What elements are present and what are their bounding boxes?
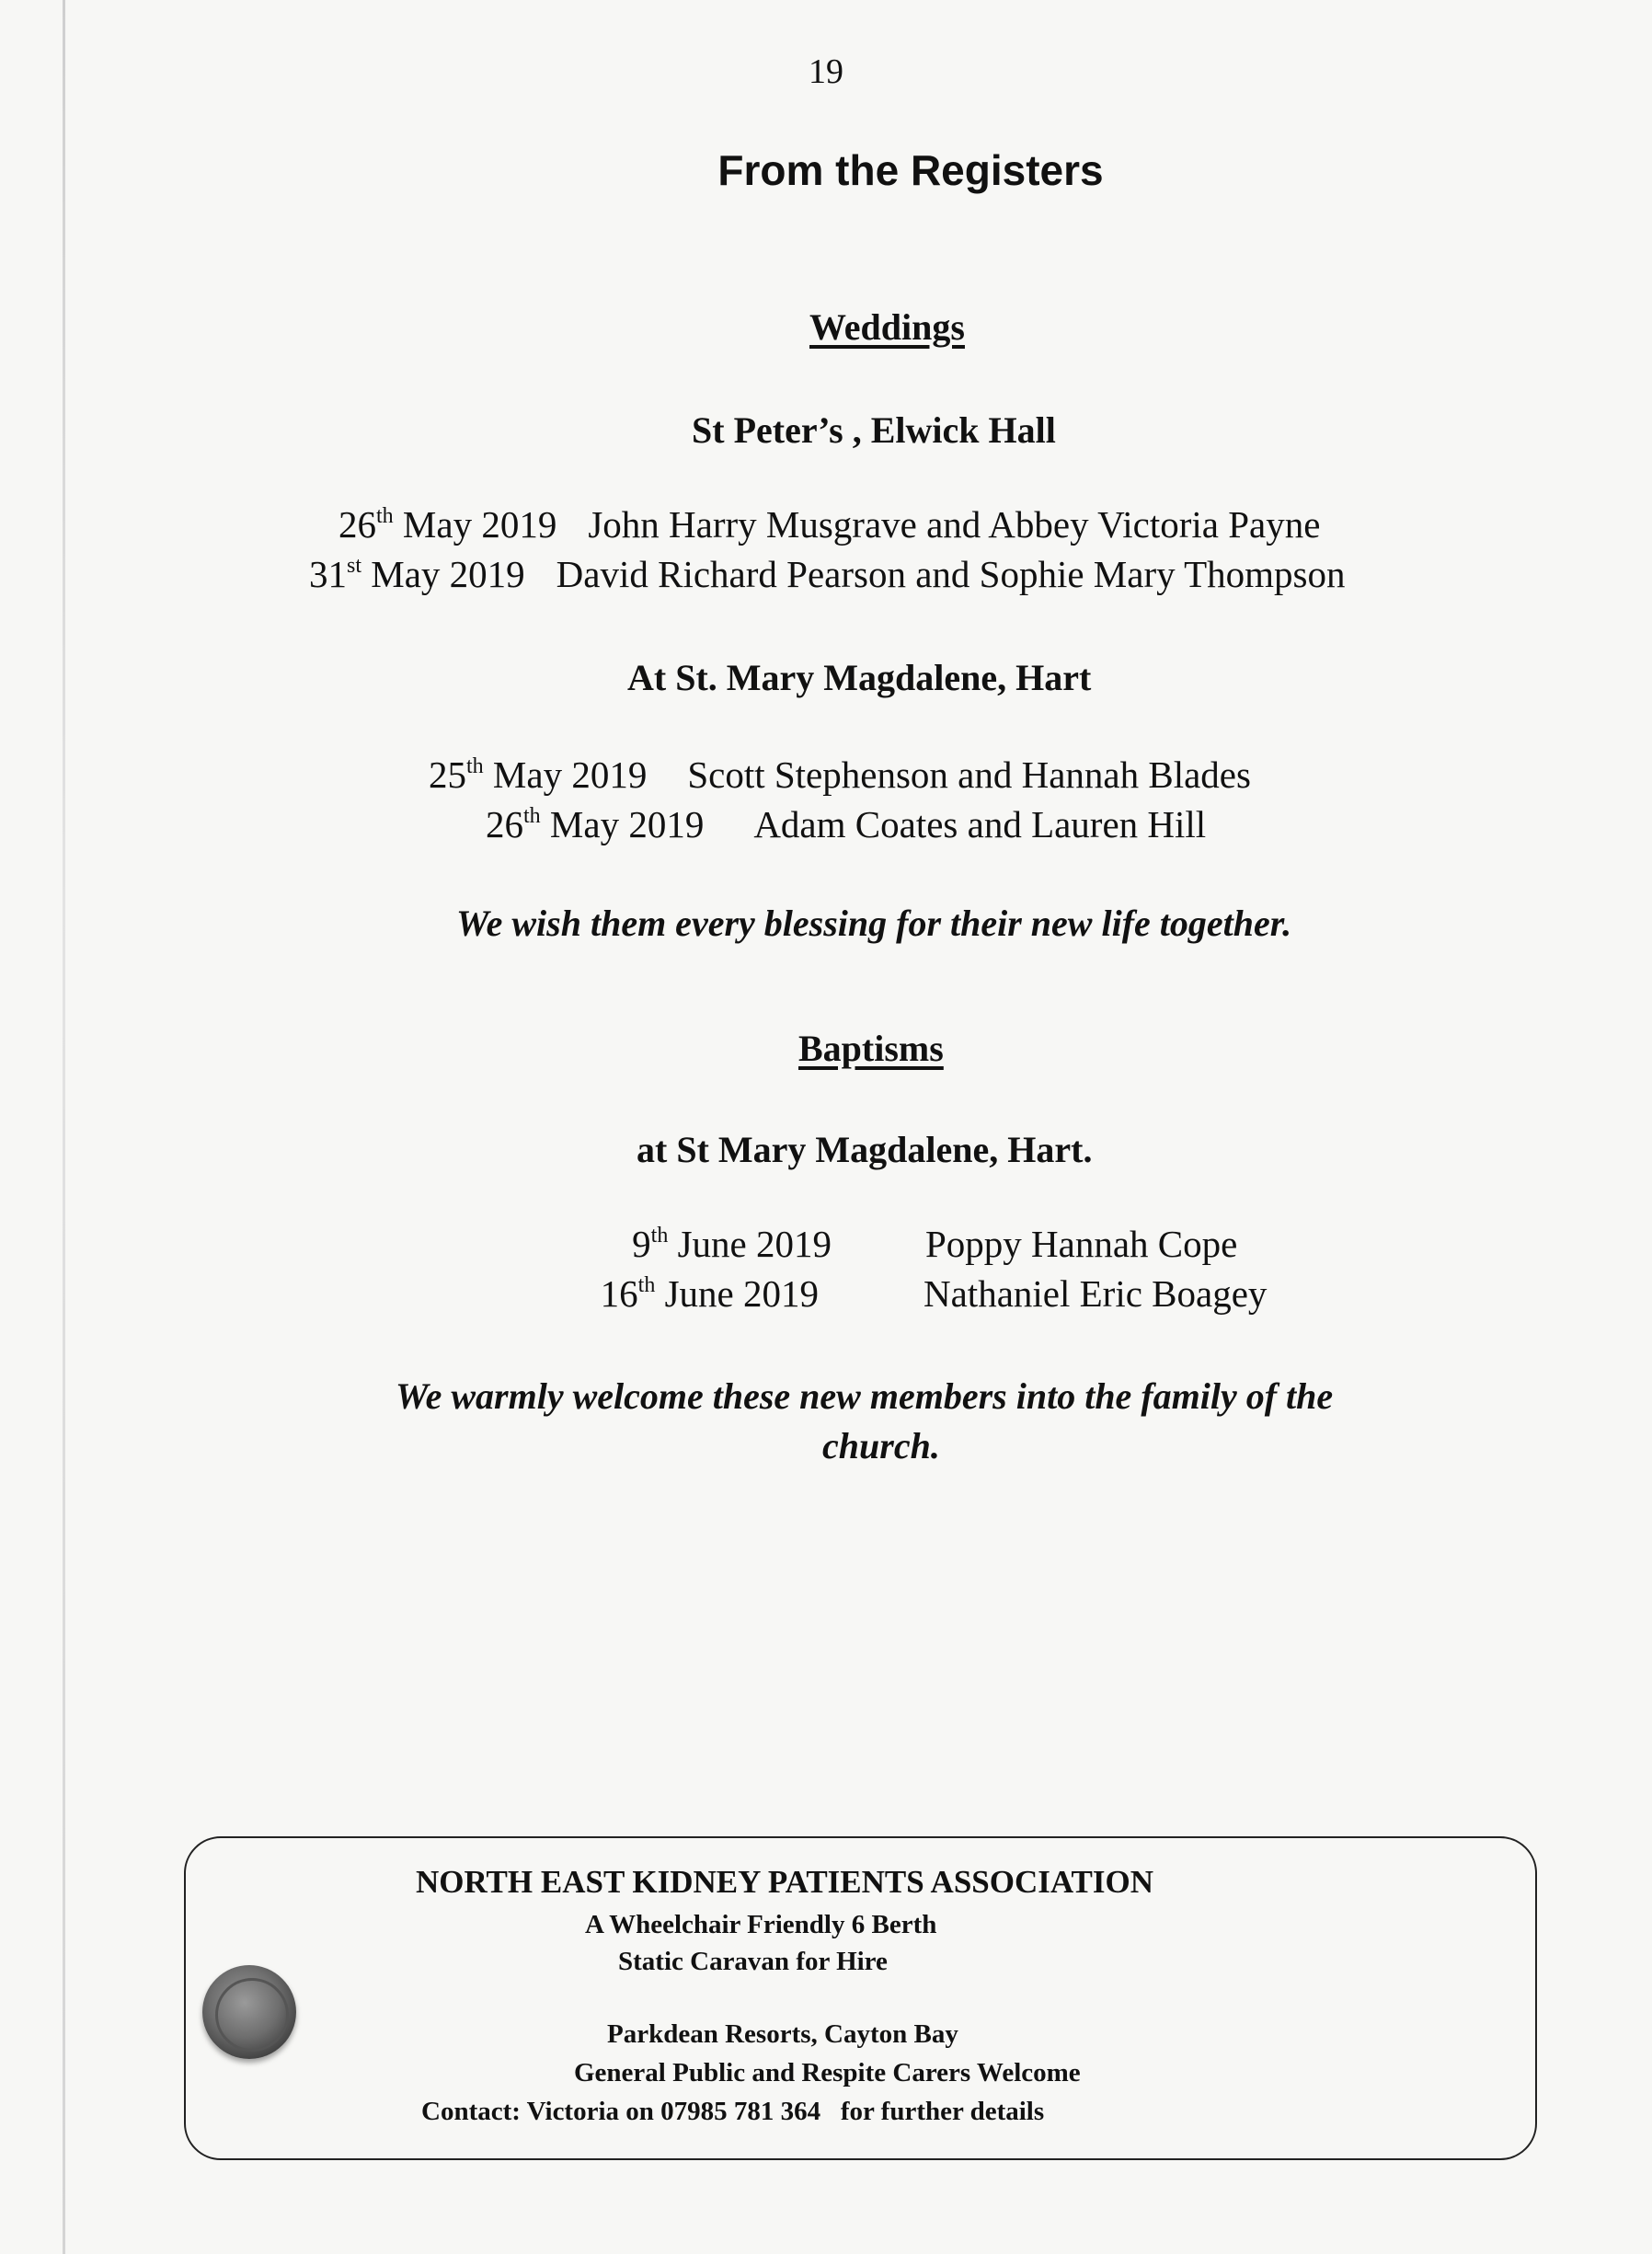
entry-day: 25 [429, 753, 466, 796]
wedding-entry [486, 802, 1206, 846]
advert-line3: Parkdean Resorts, Cayton Bay [607, 2019, 958, 2049]
entry-day: 9 [632, 1223, 651, 1265]
entry-day-suffix: th [376, 504, 394, 528]
advert-line2: Static Caravan for Hire [618, 1947, 888, 1976]
entry-couple: David Richard Pearson and Sophie Mary Thompson [556, 553, 1346, 595]
entry-month-year: June 2019 [664, 1272, 819, 1315]
baptisms-heading: Baptisms [798, 1028, 944, 1069]
entry-day: 26 [338, 503, 376, 546]
wedding-entry [309, 552, 1346, 596]
association-logo-icon [202, 1965, 296, 2059]
entry-day-suffix: th [650, 1224, 669, 1248]
entry-couple: Adam Coates and Lauren Hill [753, 803, 1207, 845]
wedding-entry [429, 753, 1251, 797]
page-fold-edge [63, 0, 65, 2254]
entry-day: 26 [486, 803, 523, 845]
entry-month-year: June 2019 [677, 1223, 832, 1265]
baptism-venue: at St Mary Magdalene, Hart. [637, 1129, 1093, 1170]
entry-month-year: May 2019 [492, 753, 648, 796]
baptism-welcome-line1: We warmly welcome these new members into the family of the [396, 1375, 1334, 1417]
entry-couple: John Harry Musgrave and Abbey Victoria Payne [588, 503, 1321, 546]
entry-day: 31 [309, 553, 347, 595]
baptism-welcome-line2: church. [822, 1425, 940, 1466]
entry-month-year: May 2019 [371, 553, 525, 595]
weddings-heading: Weddings [809, 306, 965, 348]
entry-day: 16 [600, 1272, 638, 1315]
advert-line4: General Public and Respite Carers Welcome [574, 2058, 1081, 2087]
baptism-date [460, 1222, 832, 1266]
wedding-venue-hart: At St. Mary Magdalene, Hart [627, 657, 1092, 698]
entry-day-suffix: th [466, 754, 484, 778]
wedding-venue-elwick: St Peter’s , Elwick Hall [692, 409, 1056, 451]
baptism-name: Nathaniel Eric Boagey [924, 1272, 1268, 1315]
entry-day-suffix: th [523, 804, 541, 828]
baptism-date [460, 1271, 819, 1316]
advert-title: NORTH EAST KIDNEY PATIENTS ASSOCIATION [416, 1864, 1154, 1900]
wedding-blessing: We wish them every blessing for their new life together. [456, 903, 1292, 944]
entry-month-year: May 2019 [549, 803, 705, 845]
advert-line1: A Wheelchair Friendly 6 Berth [585, 1910, 937, 1939]
wedding-entry [338, 502, 1320, 546]
entry-month-year: May 2019 [402, 503, 557, 546]
entry-couple: Scott Stephenson and Hannah Blades [687, 753, 1251, 796]
page-title: From the Registers [717, 146, 1104, 194]
entry-day-suffix: st [347, 554, 362, 578]
advert-contact: Contact: Victoria on 07985 781 364 for further details [421, 2097, 1045, 2126]
baptism-name: Poppy Hannah Cope [925, 1223, 1238, 1265]
entry-day-suffix: th [637, 1273, 656, 1297]
page-number: 19 [809, 52, 843, 91]
